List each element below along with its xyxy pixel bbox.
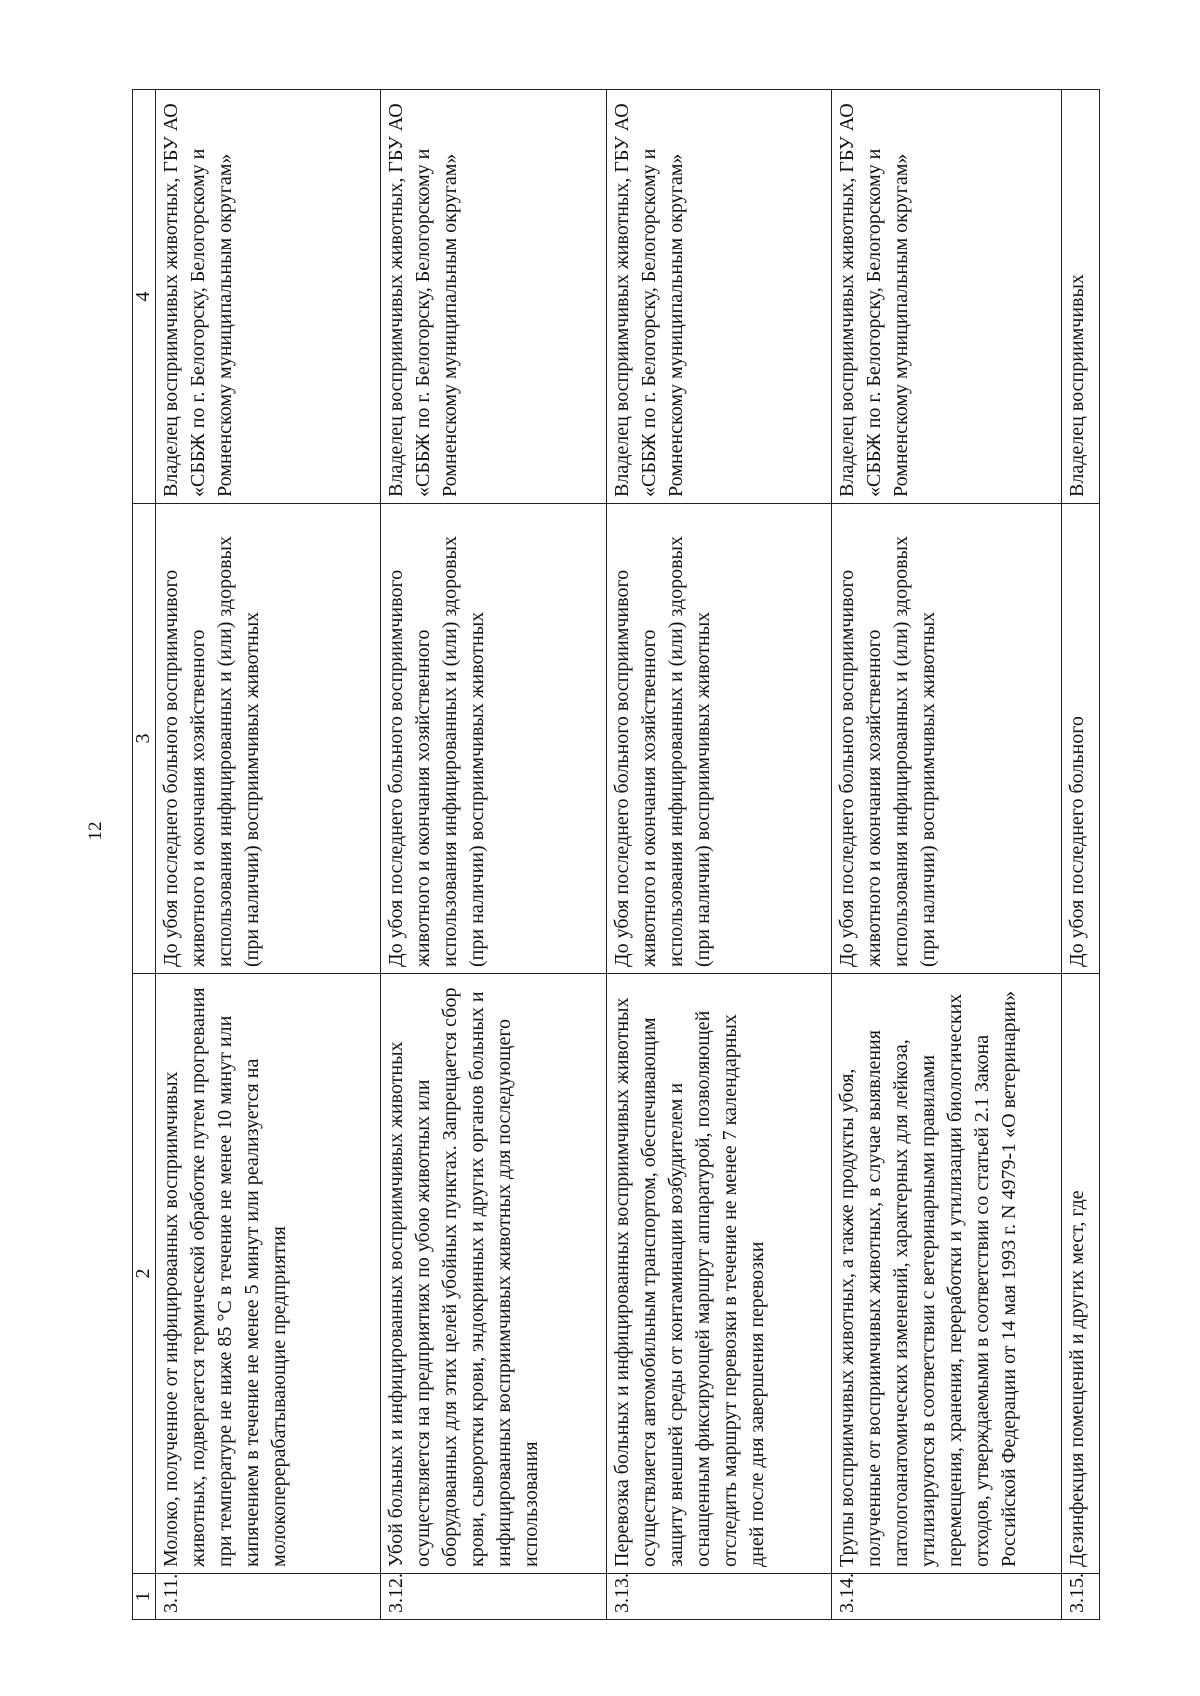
table-header-row (133, 90, 156, 1620)
term-cell: До убоя последнего больного восприимчивого животного и окончания хозяйственного использования инфицированных и (или) здоровых (при наличии) восприимчивых животных (381, 504, 606, 974)
responsible-cell: Владелец восприимчивых (1062, 90, 1100, 504)
responsible-cell: Владелец восприимчивых животных, ГБУ АО «СББЖ по г. Белогорску, Белогорскому и Ромненскому муниципальным округам» (381, 90, 606, 504)
measure-cell: Трупы восприимчивых животных, а также продукты убоя, полученные от восприимчивых животных, в случае выявления патологоанатомических изменений, характерных для лейкоза, утилизируются в соответствии с ветеринарными правилами перемещения, хранения, переработки и утилизации биологических отходов, утверждаемыми в соответствии со статьей 2.1 Закона Российской Федерации от 14 мая 1993 г. N 4979-1 «О ветеринарии» (831, 974, 1061, 1574)
table-row (381, 90, 606, 1620)
term-cell: До убоя последнего больного (1062, 504, 1100, 974)
row-number: 3.15. (1062, 1574, 1100, 1620)
table-row (606, 90, 831, 1620)
term-cell: До убоя последнего больного восприимчивого животного и окончания хозяйственного использования инфицированных и (или) здоровых (при наличии) восприимчивых животных (156, 504, 381, 974)
responsible-cell: Владелец восприимчивых животных, ГБУ АО «СББЖ по г. Белогорску, Белогорскому и Ромненскому муниципальным округам» (156, 90, 381, 504)
header-col-2: 2 (133, 974, 156, 1574)
term-cell: До убоя последнего больного восприимчивого животного и окончания хозяйственного использования инфицированных и (или) здоровых (при наличии) восприимчивых животных (606, 504, 831, 974)
header-col-4: 4 (133, 90, 156, 504)
responsible-cell: Владелец восприимчивых животных, ГБУ АО «СББЖ по г. Белогорску, Белогорскому и Ромненскому муниципальным округам» (606, 90, 831, 504)
header-col-1: 1 (133, 1574, 156, 1620)
measure-cell: Убой больных и инфицированных восприимчивых животных осуществляется на предприятиях по убою животных или оборудованных для этих целей убойных пунктах. Запрещается сбор крови, сыворотки крови, эндокринных и других органов больных и инфицированных восприимчивых животных для последующего использования (381, 974, 606, 1574)
table-row (156, 90, 381, 1620)
measure-cell: Молоко, полученное от инфицированных восприимчивых животных, подвергается термической обработке путем прогревания при температуре не ниже 85 °С в течение не менее 10 минут или кипячением в течение не менее 5 минут или реализуется на молокоперерабатывающие предприятия (156, 974, 381, 1574)
page-number: 12 (85, 821, 106, 841)
table-row (1062, 90, 1100, 1620)
row-number: 3.13. (606, 1574, 831, 1620)
row-number: 3.14. (831, 1574, 1061, 1620)
measure-cell: Перевозка больных и инфицированных восприимчивых животных осуществляется автомобильным транспортом, обеспечивающим защиту внешней среды от контаминации возбудителем и оснащенным фиксирующей маршрут аппаратурой, позволяющей отследить маршрут перевозки в течение не менее 7 календарных дней после дня завершения перевозки (606, 974, 831, 1574)
row-number: 3.11. (156, 1574, 381, 1620)
term-cell: До убоя последнего больного восприимчивого животного и окончания хозяйственного использования инфицированных и (или) здоровых (при наличии) восприимчивых животных (831, 504, 1061, 974)
table-row (831, 90, 1061, 1620)
responsible-cell: Владелец восприимчивых животных, ГБУ АО «СББЖ по г. Белогорску, Белогорскому и Ромненскому муниципальным округам» (831, 90, 1061, 504)
row-number: 3.12. (381, 1574, 606, 1620)
table-container (132, 90, 1100, 1620)
header-col-3: 3 (133, 504, 156, 974)
measures-table (132, 89, 1100, 1620)
measure-cell: Дезинфекция помещений и других мест, где (1062, 974, 1100, 1574)
